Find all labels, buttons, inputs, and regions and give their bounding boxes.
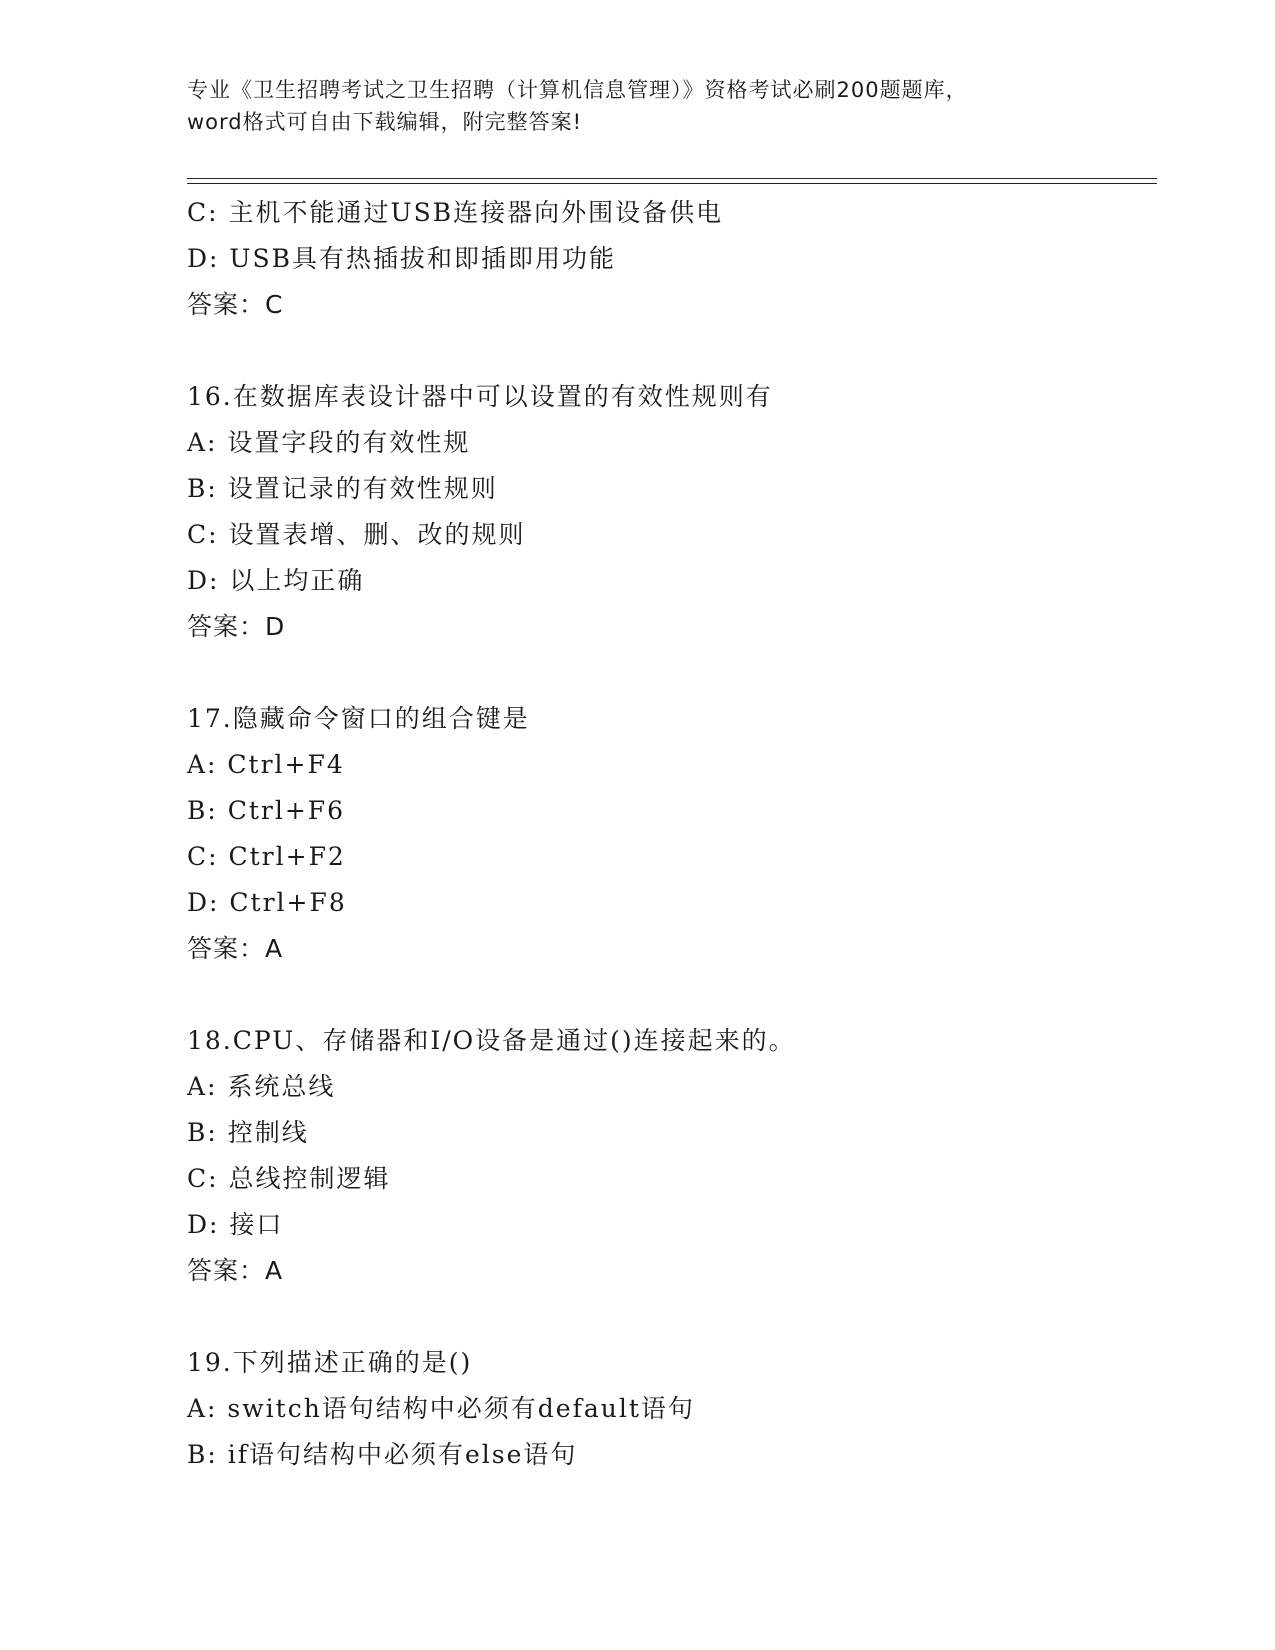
question-18 bbox=[187, 1018, 1157, 1294]
answer-label: 答案：A bbox=[187, 1256, 284, 1285]
header-divider-top bbox=[187, 178, 1157, 179]
option-d: D: Ctrl+F8 bbox=[187, 888, 347, 917]
option-b: B: 设置记录的有效性规则 bbox=[187, 474, 498, 503]
option-c: C: 设置表增、删、改的规则 bbox=[187, 520, 526, 549]
question-stem: 16.在数据库表设计器中可以设置的有效性规则有 bbox=[187, 382, 773, 411]
option-d: D: 接口 bbox=[187, 1210, 284, 1239]
option-a: A: switch语句结构中必须有default语句 bbox=[187, 1394, 695, 1423]
question-stem: 19.下列描述正确的是() bbox=[187, 1348, 473, 1377]
option-b: B: if语句结构中必须有else语句 bbox=[187, 1440, 578, 1469]
answer-label: 答案：A bbox=[187, 934, 284, 963]
header-title-line-2: word格式可自由下载编辑，附完整答案! bbox=[187, 110, 583, 134]
question-stem: 17.隐藏命令窗口的组合键是 bbox=[187, 704, 530, 733]
option-d: D: USB具有热插拔和即插即用功能 bbox=[187, 244, 616, 273]
question-17 bbox=[187, 696, 1157, 972]
option-a: A: Ctrl+F4 bbox=[187, 750, 345, 779]
question-19 bbox=[187, 1340, 1157, 1478]
answer-label: 答案：C bbox=[187, 290, 284, 319]
option-c: C: 总线控制逻辑 bbox=[187, 1164, 391, 1193]
option-a: A: 设置字段的有效性规 bbox=[187, 428, 471, 457]
option-a: A: 系统总线 bbox=[187, 1072, 336, 1101]
question-15-tail bbox=[187, 190, 1157, 328]
answer-label: 答案：D bbox=[187, 612, 286, 641]
document-header bbox=[187, 74, 1087, 138]
question-16 bbox=[187, 374, 1157, 650]
option-b: B: Ctrl+F6 bbox=[187, 796, 346, 825]
question-list bbox=[187, 190, 1157, 1478]
option-b: B: 控制线 bbox=[187, 1118, 309, 1147]
option-d: D: 以上均正确 bbox=[187, 566, 365, 595]
question-stem: 18.CPU、存储器和I/O设备是通过()连接起来的。 bbox=[187, 1026, 796, 1055]
header-title-line-1: 专业《卫生招聘考试之卫生招聘（计算机信息管理）》资格考试必刷200题题库， bbox=[187, 78, 968, 102]
header-divider-bottom bbox=[187, 183, 1157, 184]
option-c: C: 主机不能通过USB连接器向外围设备供电 bbox=[187, 198, 724, 227]
option-c: C: Ctrl+F2 bbox=[187, 842, 346, 871]
